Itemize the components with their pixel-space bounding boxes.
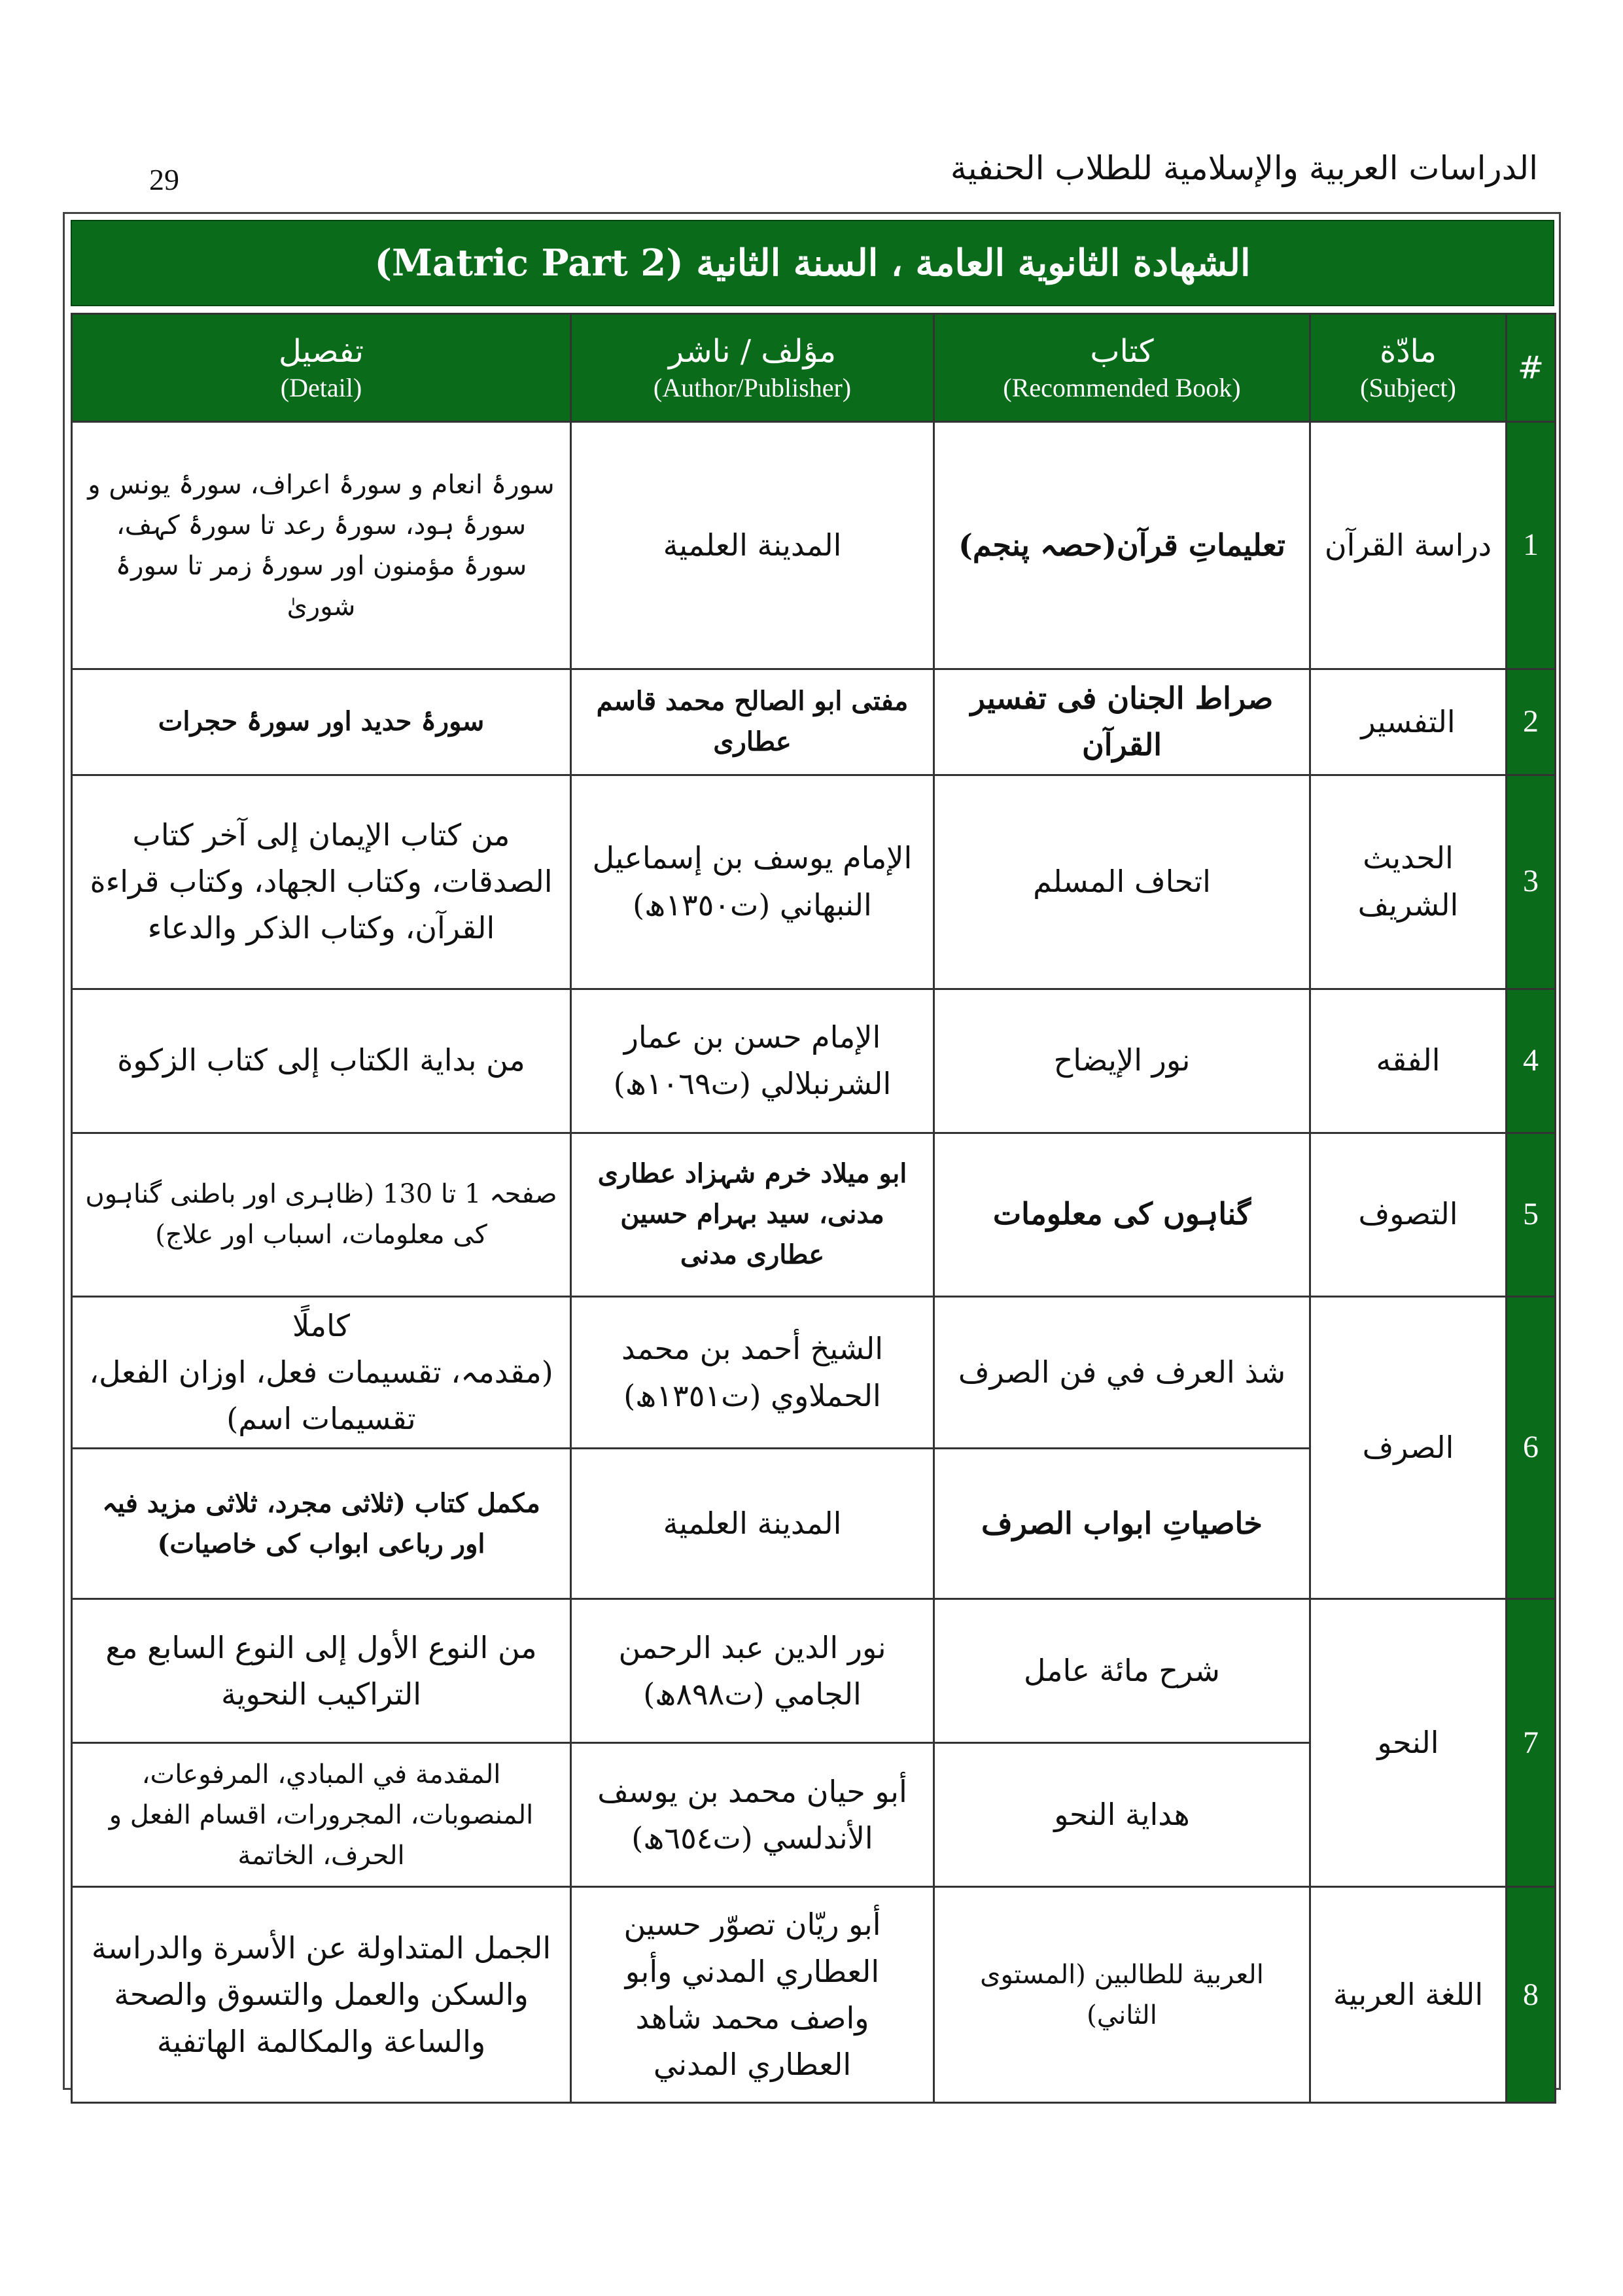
table-banner-title: الشهادة الثانوية العامة ، السنة الثانية (Matric Part 2): [71, 220, 1554, 306]
table-row: [72, 1887, 1556, 2103]
header-subject: [1310, 314, 1507, 422]
detail-cell: سورۂ حدید اور سورۂ حجرات: [72, 669, 571, 775]
author-cell: الشيخ أحمد بن محمد الحملاوي (ت١٣٥١ھ): [571, 1296, 934, 1449]
subject-cell: اللغة العربية: [1310, 1887, 1507, 2103]
curriculum-table: [71, 313, 1556, 2104]
subject-cell: دراسة القرآن: [1310, 422, 1507, 669]
subject-cell: الحديث الشريف: [1310, 775, 1507, 989]
detail-cell: سورۂ انعام و سورۂ اعراف، سورۂ یونس و سورۂ ہود، سورۂ رعد تا سورۂ کہف، سورۂ مؤمنون اور سورۂ زمر تا سورۂ شوریٰ: [72, 422, 571, 669]
row-number: 4: [1507, 989, 1556, 1133]
detail-cell: الجمل المتداولة عن الأسرة والدراسة والسكن والعمل والتسوق والصحة والساعة والمكالمة الهاتفية: [72, 1887, 571, 2103]
page-number: 29: [149, 163, 179, 196]
header-author: [571, 314, 934, 422]
header-detail-ar: تفصيل: [278, 332, 364, 370]
detail-cell: المقدمة في المبادي، المرفوعات، المنصوبات، المجرورات، اقسام الفعل و الحرف، الخاتمة: [72, 1743, 571, 1887]
book-cell: خاصیاتِ ابواب الصرف: [934, 1449, 1310, 1599]
book-cell: شذ العرف في فن الصرف: [934, 1296, 1310, 1449]
author-cell: ابو میلاد خرم شہزاد عطاری مدنی، سید بہرام حسین عطاری مدنی: [571, 1133, 934, 1296]
author-cell: الإمام يوسف بن إسماعيل النبهاني (ت١٣٥٠ھ): [571, 775, 934, 989]
header-subject-ar: مادّة: [1380, 332, 1437, 370]
book-cell: اتحاف المسلم: [934, 775, 1310, 989]
author-cell: مفتی ابو الصالح محمد قاسم عطاری: [571, 669, 934, 775]
table-row: [72, 422, 1556, 669]
detail-cell: من النوع الأول إلى النوع السابع مع التراكيب النحوية: [72, 1599, 571, 1743]
subject-cell: الفقه: [1310, 989, 1507, 1133]
book-cell: العربية للطالبين (المستوى الثاني): [934, 1887, 1310, 2103]
book-cell: نور الإيضاح: [934, 989, 1310, 1133]
detail-cell: صفحہ 1 تا 130 (ظاہری اور باطنی گناہوں کی معلومات، اسباب اور علاج): [72, 1133, 571, 1296]
row-number: 3: [1507, 775, 1556, 989]
book-cell: شرح مائة عامل: [934, 1599, 1310, 1743]
running-header: الدراسات العربية والإسلامية للطلاب الحنفية: [950, 149, 1538, 187]
book-cell: گناہوں کی معلومات: [934, 1133, 1310, 1296]
header-detail: [72, 314, 571, 422]
subject-cell: التفسير: [1310, 669, 1507, 775]
book-cell: صراط الجنان فی تفسیر القرآن: [934, 669, 1310, 775]
book-cell: تعلیماتِ قرآن(حصہ پنجم): [934, 422, 1310, 669]
table-row: [72, 669, 1556, 775]
row-number: 8: [1507, 1887, 1556, 2103]
detail-cell: من كتاب الإيمان إلى آخر كتاب الصدقات، وكتاب الجهاد، وكتاب قراءة القرآن، وكتاب الذكر والدعاء: [72, 775, 571, 989]
header-book-ar: كتاب: [1090, 332, 1154, 370]
detail-cell: [72, 1296, 571, 1449]
table-row: [72, 1133, 1556, 1296]
row-number: 2: [1507, 669, 1556, 775]
subject-cell: التصوف: [1310, 1133, 1507, 1296]
header-author-en: (Author/Publisher): [653, 372, 852, 402]
author-cell: المدينة العلمية: [571, 1449, 934, 1599]
header-detail-en: (Detail): [280, 372, 362, 402]
author-cell: أبو حيان محمد بن يوسف الأندلسي (ت٦٥٤ھ): [571, 1743, 934, 1887]
header-book: [934, 314, 1310, 422]
header-subject-en: (Subject): [1360, 372, 1456, 402]
table-row: [72, 989, 1556, 1133]
row-number: 7: [1507, 1599, 1556, 1887]
author-cell: المدينة العلمية: [571, 422, 934, 669]
subject-cell: الصرف: [1310, 1296, 1507, 1599]
author-cell: نور الدين عبد الرحمن الجامي (ت٨٩٨ھ): [571, 1599, 934, 1743]
row-number: 1: [1507, 422, 1556, 669]
header-row: [72, 314, 1556, 422]
header-book-en: (Recommended Book): [1003, 372, 1241, 402]
table-row: [72, 1599, 1556, 1743]
table-row: [72, 775, 1556, 989]
author-cell: أبو ريّان تصوّر حسين العطاري المدني وأبو واصف محمد شاهد العطاري المدني: [571, 1887, 934, 2103]
subject-cell: النحو: [1310, 1599, 1507, 1887]
detail-line: كاملًا: [292, 1307, 350, 1343]
detail-cell: من بداية الكتاب إلى كتاب الزكوة: [72, 989, 571, 1133]
row-number: 5: [1507, 1133, 1556, 1296]
row-number: 6: [1507, 1296, 1556, 1599]
book-cell: هداية النحو: [934, 1743, 1310, 1887]
header-author-ar: مؤلف / ناشر: [668, 332, 837, 370]
header-number: #: [1507, 314, 1556, 422]
detail-line: (مقدمہ، تقسیمات فعل، اوزان الفعل، تقسیمات اسم): [89, 1354, 553, 1437]
detail-cell: مکمل کتاب (ثلاثی مجرد، ثلاثی مزید فیہ اور رباعی ابواب کی خاصیات): [72, 1449, 571, 1599]
table-row: [72, 1296, 1556, 1449]
author-cell: الإمام حسن بن عمار الشرنبلالي (ت١٠٦٩ھ): [571, 989, 934, 1133]
